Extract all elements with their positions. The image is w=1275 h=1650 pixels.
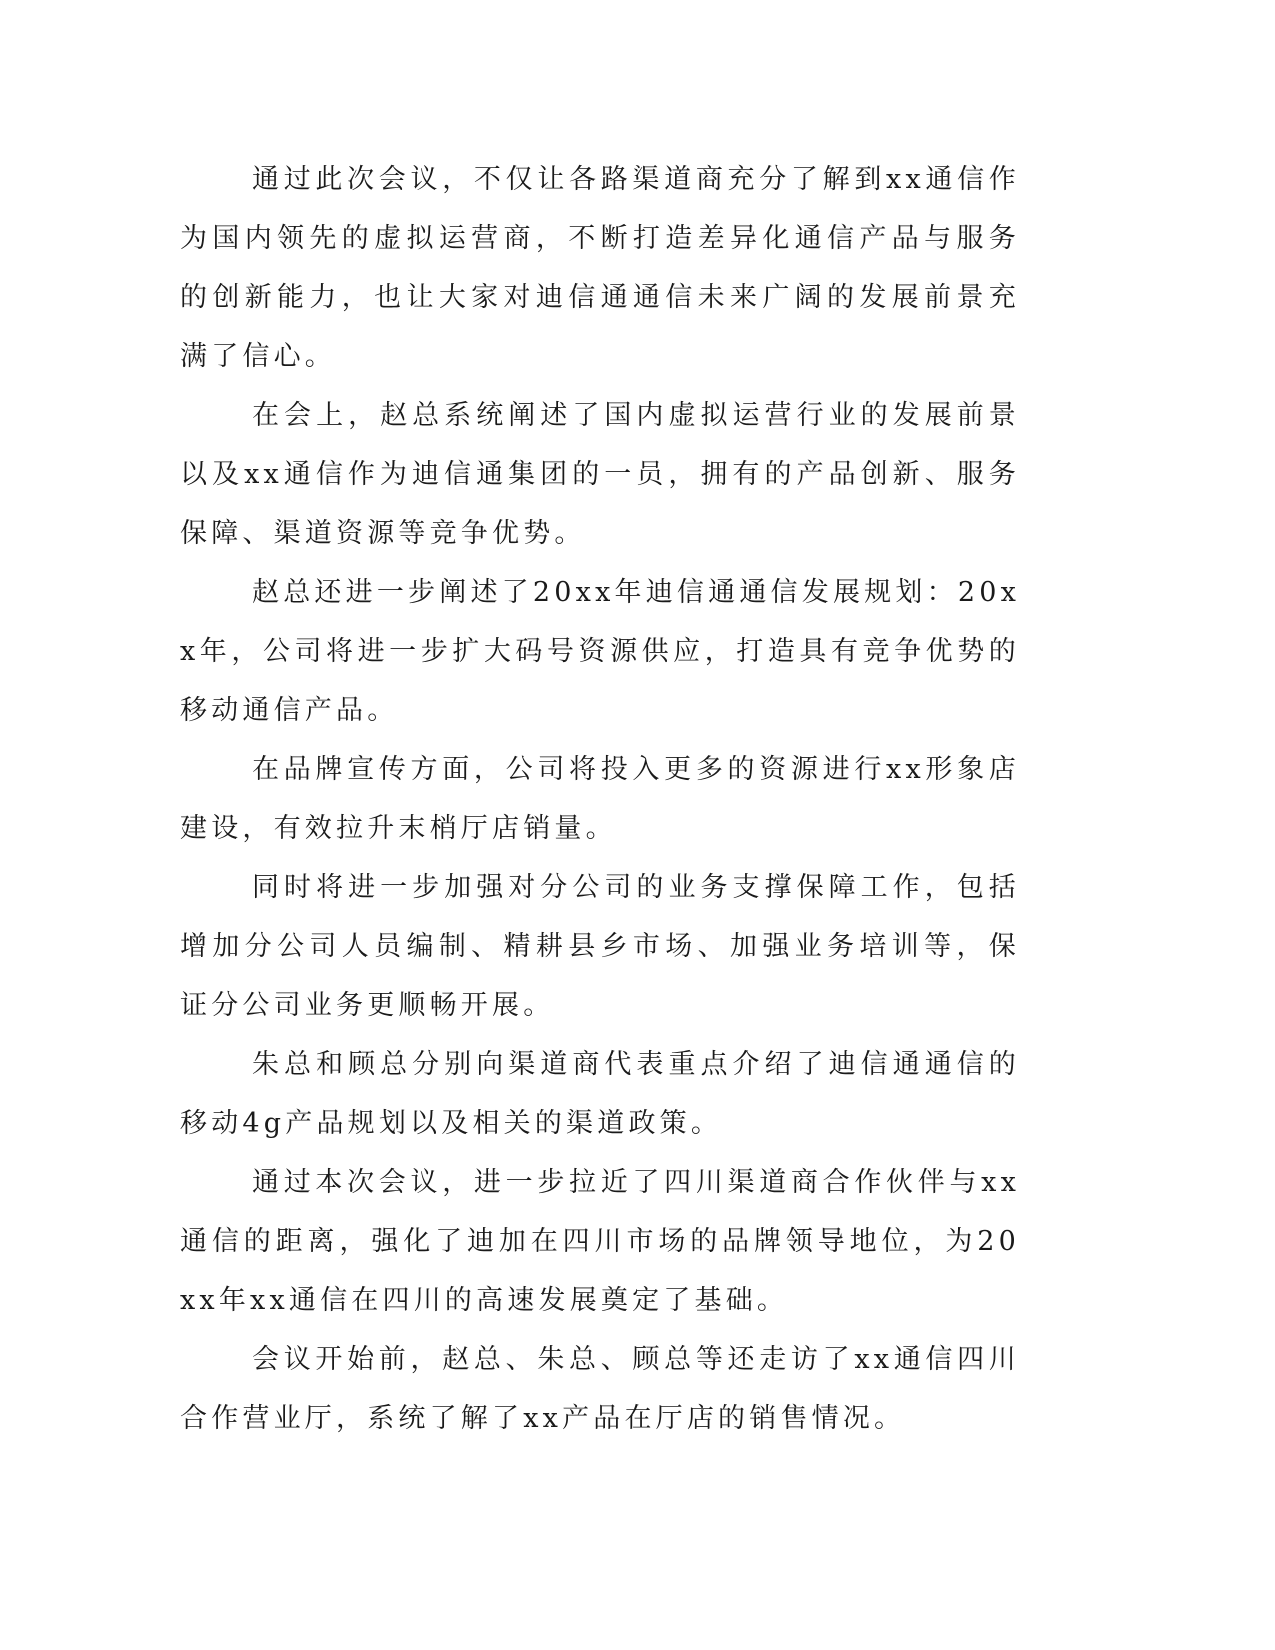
paragraph-1: 通过此次会议，不仅让各路渠道商充分了解到xx通信作为国内领先的虚拟运营商，不断打造差异化通信产品与服务的创新能力，也让大家对迪信通通信未来广阔的发展前景充满了信心。 [180, 164, 1020, 372]
paragraph-5: 同时将进一步加强对分公司的业务支撑保障工作，包括增加分公司人员编制、精耕县乡市场、加强业务培训等，保证分公司业务更顺畅开展。 [180, 872, 1020, 1021]
document-body [180, 150, 1020, 1448]
paragraph-7: 通过本次会议，进一步拉近了四川渠道商合作伙伴与xx通信的距离，强化了迪加在四川市场的品牌领导地位，为20xx年xx通信在四川的高速发展奠定了基础。 [180, 1167, 1020, 1316]
paragraph-2: 在会上，赵总系统阐述了国内虚拟运营行业的发展前景以及xx通信作为迪信通集团的一员，拥有的产品创新、服务保障、渠道资源等竞争优势。 [180, 400, 1020, 549]
paragraph-8: 会议开始前，赵总、朱总、顾总等还走访了xx通信四川合作营业厅，系统了解了xx产品在厅店的销售情况。 [180, 1344, 1020, 1434]
paragraph-3: 赵总还进一步阐述了20xx年迪信通通信发展规划：20xx年，公司将进一步扩大码号资源供应，打造具有竞争优势的移动通信产品。 [180, 577, 1020, 726]
paragraph-4: 在品牌宣传方面，公司将投入更多的资源进行xx形象店建设，有效拉升末梢厅店销量。 [180, 754, 1020, 844]
paragraph-6: 朱总和顾总分别向渠道商代表重点介绍了迪信通通信的移动4g产品规划以及相关的渠道政策。 [180, 1049, 1020, 1139]
